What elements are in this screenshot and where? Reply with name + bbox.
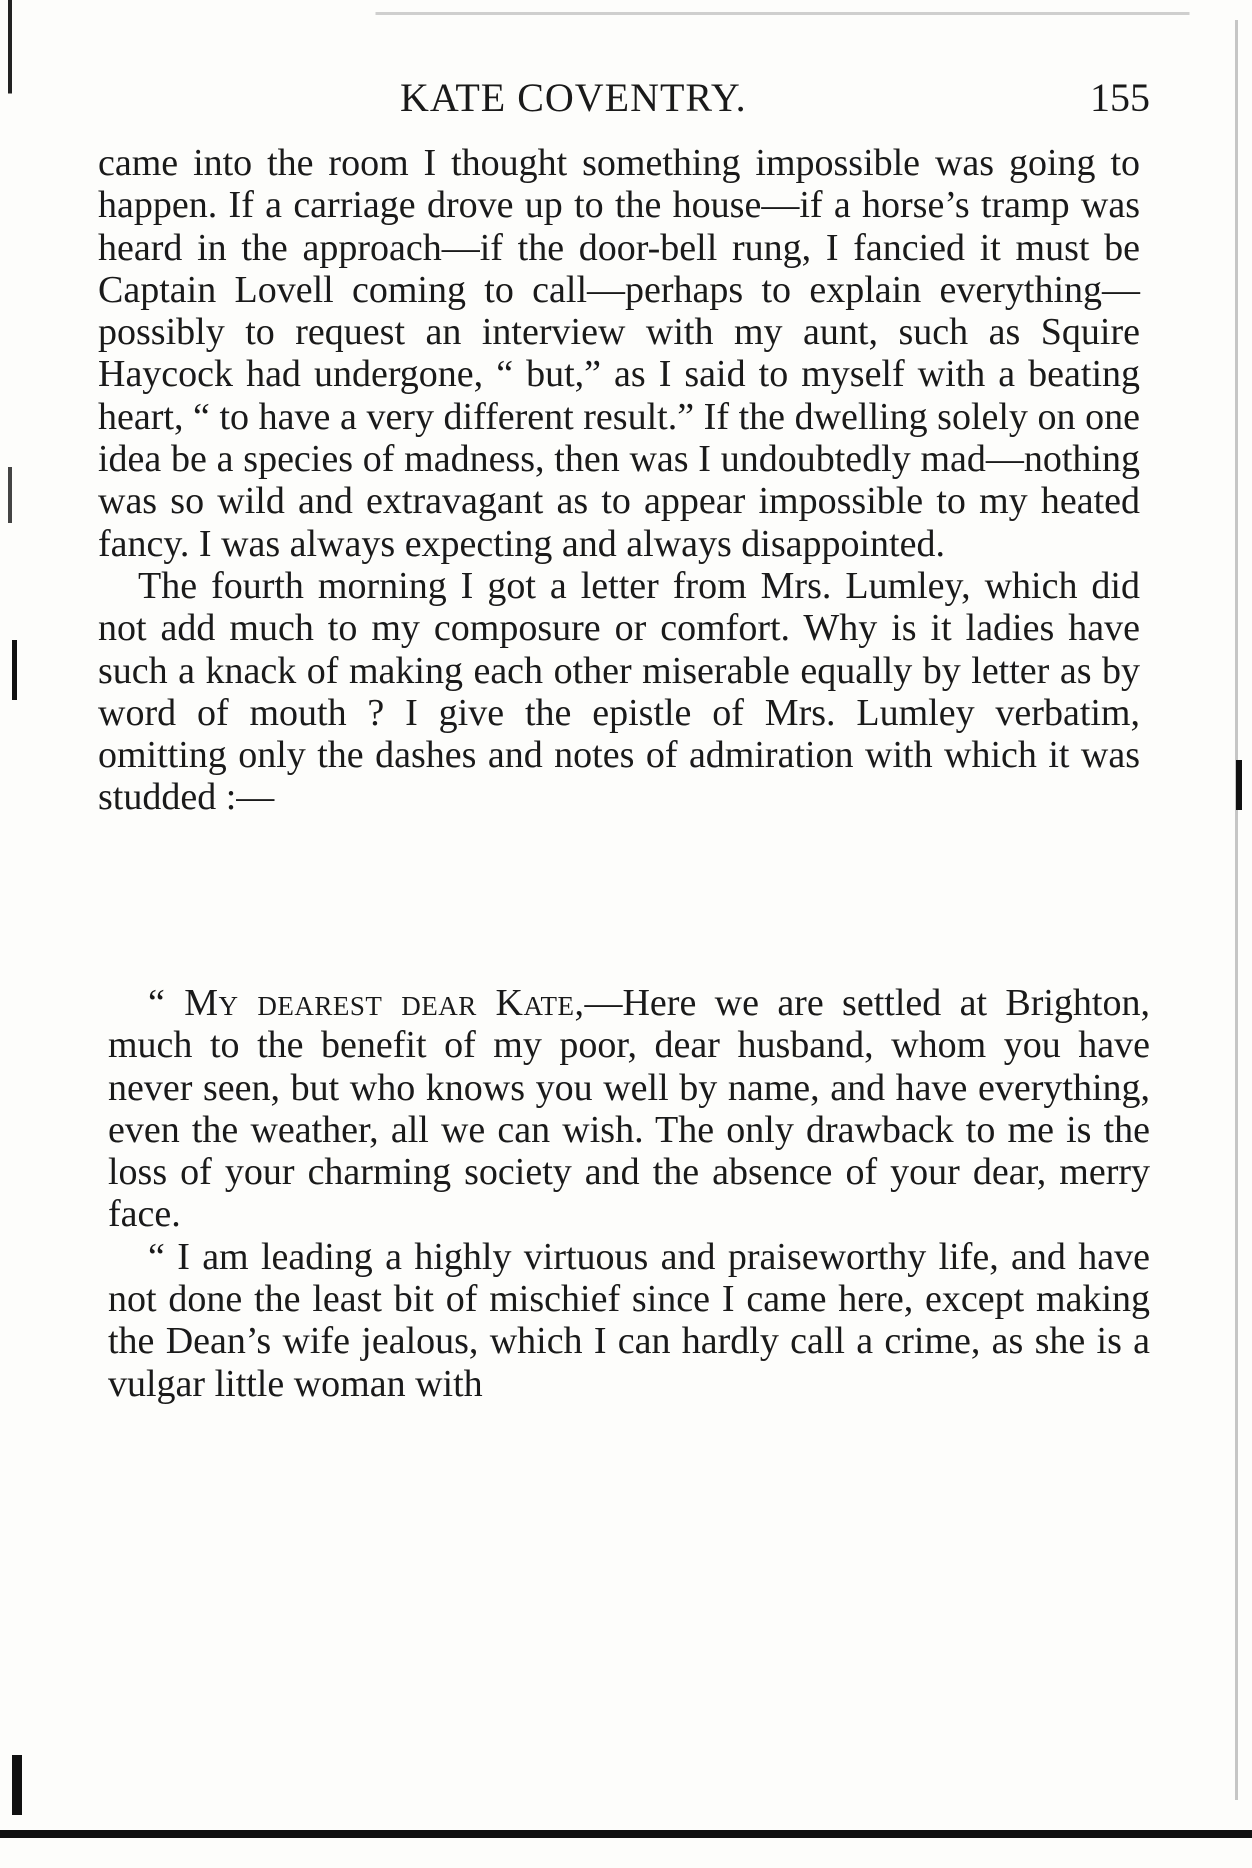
body-text [98, 142, 1140, 819]
page-number: 155 [1090, 75, 1150, 120]
letter-text [108, 982, 1150, 1405]
page-header [100, 74, 1150, 124]
paragraph: came into the room I thought something impossible was going to happen. If a carriage drove up to the house—if a horse’s tramp was heard in the approach—if the door-bell rung, I fancied it must be Captain Lovell coming to call—perhaps to explain everything—possibly to request an interview with my aunt, such as Squire Haycock had undergone, “ but,” as I said to myself with a beating heart, “ to have a very different result.” If the dwelling solely on one idea be a species of madness, then was I undoubtedly mad—nothing was so wild and extravagant as to appear impossible to my heated fancy. I was always expecting and always disappointed. [98, 142, 1140, 565]
letter-paragraph: “ I am leading a highly virtuous and praiseworthy life, and have not done the least bit of mischief since I came here, except making the Dean’s wife jealous, which I can hardly call a crime, as she is a vulgar little woman with [108, 1235, 1150, 1405]
letter-paragraph-text: —Here we are settled at Brighton, much to the benefit of my poor, dear husband, whom you have never seen, but who knows you well by name, and have everything, even the weather, all we can wish. The only drawback to me is the loss of your charming society and the absence of your dear, merry face. [108, 982, 1150, 1236]
paragraph: The fourth morning I got a letter from Mrs. Lumley, which did not add much to my composure or comfort. Why is it ladies have such a knack of making each other miserable equally by letter as by word of mouth ? I give the epistle of Mrs. Lumley verbatim, omitting only the dashes and notes of admiration with which it was studded :— [98, 564, 1140, 819]
scan-mark [12, 640, 17, 700]
scan-edge-top [0, 12, 1252, 15]
scan-edge-left [8, 0, 12, 1868]
running-title: KATE COVENTRY. [400, 75, 747, 120]
scan-bottom-rule [0, 1830, 1252, 1838]
scan-mark [1236, 760, 1242, 810]
scan-edge-right [1235, 20, 1238, 1800]
scan-mark [12, 1755, 22, 1815]
letter-salutation: “ My dearest dear Kate, [148, 982, 585, 1024]
letter-paragraph [108, 982, 1150, 1236]
